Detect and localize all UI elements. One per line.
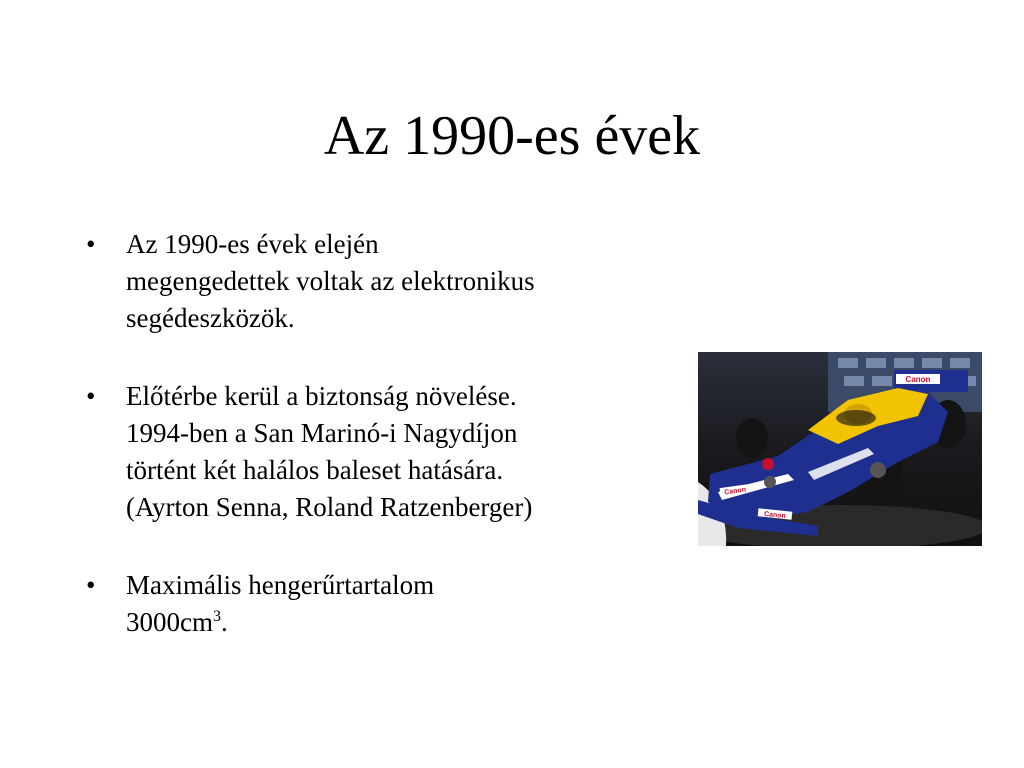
front-right-tire bbox=[736, 418, 768, 458]
bullet-text-line: Az 1990-es évek elején bbox=[126, 229, 379, 259]
bullet-text-line bbox=[126, 604, 666, 641]
bullet-text-line: segédeszközök. bbox=[126, 303, 295, 333]
bullet-text-line: Előtérbe kerül a biztonság növelése. bbox=[126, 381, 517, 411]
bullet-text-line: Maximális hengerűrtartalom bbox=[126, 570, 435, 600]
bullet-item bbox=[86, 378, 666, 526]
logo-text: Canon bbox=[723, 486, 747, 497]
bullet-text-line: történt két halálos baleset hatására. bbox=[126, 455, 504, 485]
f1-car-photo bbox=[698, 352, 982, 546]
logo-text: Canon bbox=[905, 375, 931, 384]
superscript-exponent: 3 bbox=[213, 608, 221, 625]
bullet-item bbox=[86, 567, 666, 641]
bullet-icon: • bbox=[86, 381, 96, 411]
wheel-hub bbox=[870, 462, 886, 478]
displacement-value: 3000cm bbox=[126, 607, 213, 637]
bullet-text-line: megengedettek voltak az elektronikus bbox=[126, 266, 535, 296]
bullet-text-line: 1994-ben a San Marinó-i Nagydíjon bbox=[126, 418, 518, 448]
slide-title: Az 1990-es évek bbox=[323, 105, 701, 167]
sentence-period: . bbox=[221, 607, 228, 637]
bullet-text-line: (Ayrton Senna, Roland Ratzenberger) bbox=[126, 492, 533, 522]
cockpit-opening bbox=[836, 410, 876, 426]
f1-car-illustration bbox=[698, 352, 982, 546]
logo-text: Canon bbox=[763, 510, 787, 521]
bullet-list bbox=[86, 226, 666, 641]
bullet-icon: • bbox=[86, 570, 96, 600]
bullet-icon: • bbox=[86, 229, 96, 259]
number-badge bbox=[762, 458, 774, 470]
wheel-hub bbox=[764, 476, 776, 488]
bullet-item bbox=[86, 226, 666, 337]
